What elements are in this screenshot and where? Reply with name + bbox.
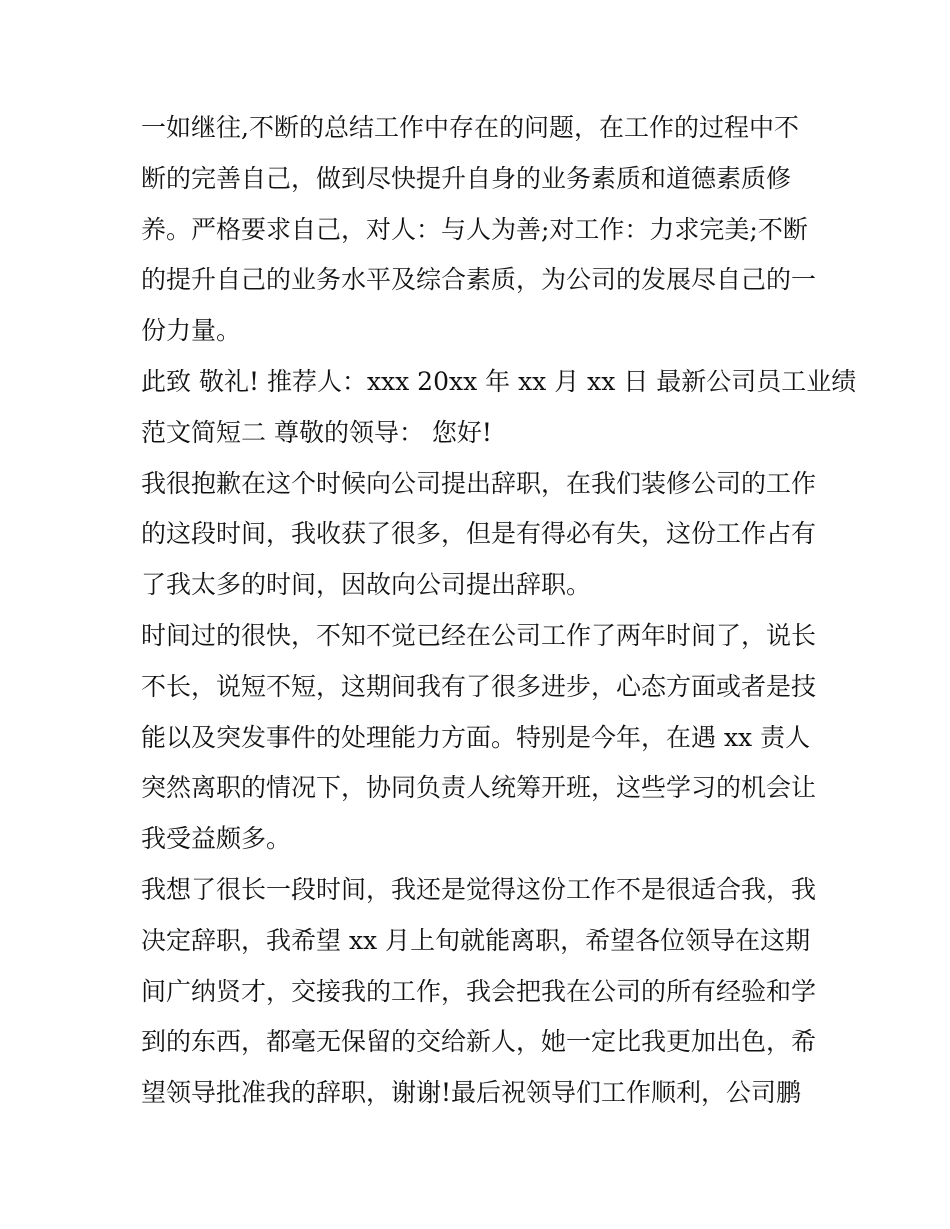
text-line: 时间过的很快，不知不觉已经在公司工作了两年时间了，说长 bbox=[141, 620, 817, 650]
text-line: 我很抱歉在这个时候向公司提出辞职，在我们装修公司的工作 bbox=[141, 468, 817, 498]
text-line: 份力量。 bbox=[141, 316, 242, 346]
text-line: 养。严格要求自己，对人：与人为善;对工作：力求完美;不断 bbox=[141, 214, 808, 244]
text-line: 能以及突发事件的处理能力方面。特别是今年，在遇 xx 责人 bbox=[141, 722, 811, 752]
text-line: 我受益颇多。 bbox=[141, 824, 292, 854]
text-line: 决定辞职，我希望 xx 月上旬就能离职，希望各位领导在这期 bbox=[141, 925, 811, 955]
text-line: 此致 敬礼! 推荐人：xxx 20xx 年 xx 月 xx 日 最新公司员工业绩 bbox=[141, 366, 857, 396]
text-line: 望领导批准我的辞职，谢谢!最后祝领导们工作顺利，公司鹏 bbox=[141, 1078, 802, 1108]
text-line: 到的东西，都毫无保留的交给新人，她一定比我更加出色，希 bbox=[141, 1027, 817, 1057]
text-line: 断的完善自己，做到尽快提升自身的业务素质和道德素质修 bbox=[141, 163, 792, 193]
text-line: 了我太多的时间，因故向公司提出辞职。 bbox=[141, 570, 592, 600]
text-line: 间广纳贤才，交接我的工作，我会把我在公司的所有经验和学 bbox=[141, 976, 817, 1006]
text-line: 的提升自己的业务水平及综合素质，为公司的发展尽自己的一 bbox=[141, 265, 817, 295]
document-body bbox=[141, 103, 857, 1119]
text-line: 不长，说短不短，这期间我有了很多进步，心态方面或者是技 bbox=[141, 671, 817, 701]
text-line: 我想了很长一段时间，我还是觉得这份工作不是很适合我，我 bbox=[141, 874, 817, 904]
text-line: 的这段时间，我收获了很多，但是有得必有失，这份工作占有 bbox=[141, 519, 817, 549]
text-line: 一如继往,不断的总结工作中存在的问题，在工作的过程中不 bbox=[141, 113, 799, 142]
text-line: 突然离职的情况下，协同负责人统筹开班，这些学习的机会让 bbox=[141, 773, 817, 803]
text-line: 范文简短二 尊敬的领导： 您好! bbox=[141, 417, 492, 447]
